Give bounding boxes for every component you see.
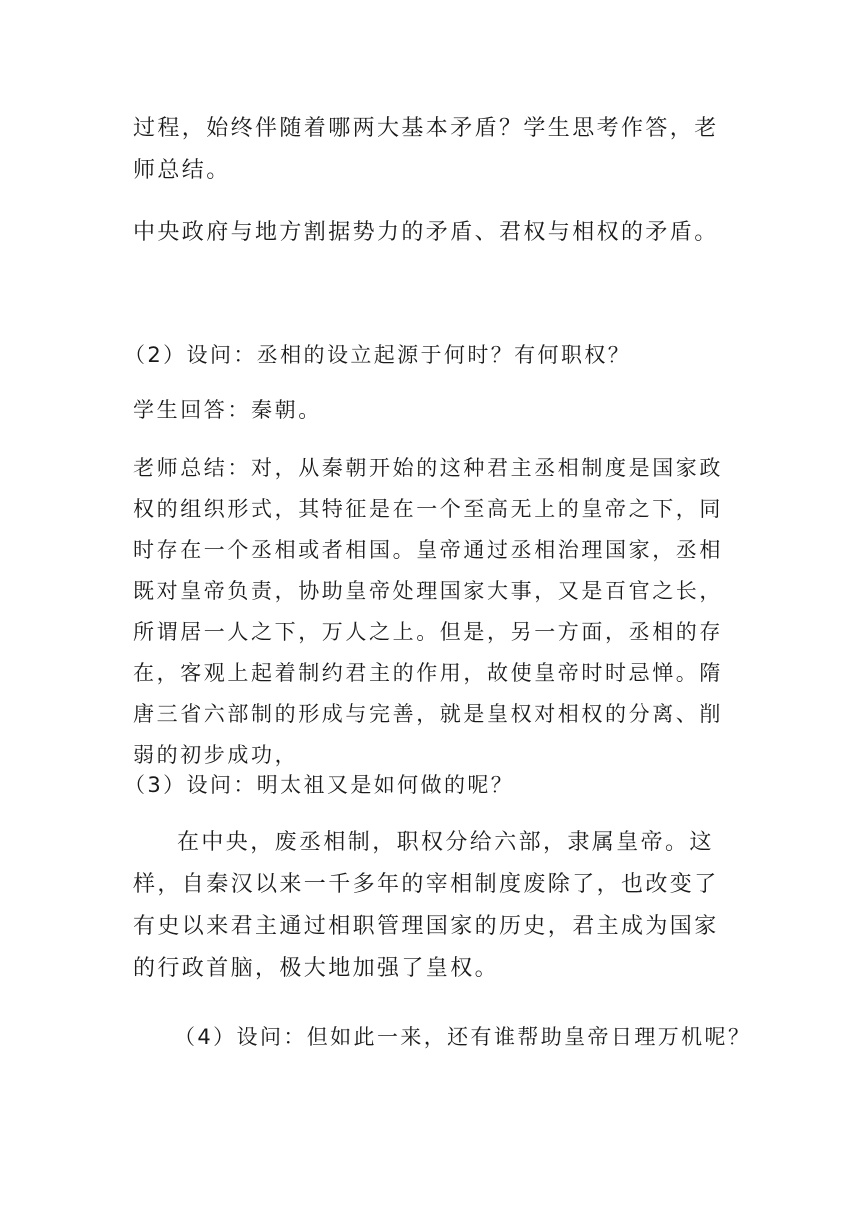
paragraph-teacher-question-summary: 过程，始终伴随着哪两大基本矛盾？学生思考作答，老师总结。 — [133, 116, 719, 183]
paragraph-question-4: （4）设问：但如此一来，还有谁帮助皇帝日理万机呢？ — [174, 1025, 752, 1049]
paragraph-student-answer: 学生回答：秦朝。 — [133, 398, 322, 422]
paragraph-teacher-conclusion: 老师总结：对，从秦朝开始的这种君主丞相制度是国家政权的组织形式，其特征是在一个至高无上的皇帝之下，同时存在一个丞相或者相国。皇帝通过丞相治理国家，丞相既对皇帝负责，协助皇帝处理国家大事，又是百官之长，所谓居一人之下，万人之上。但是，另一方面，丞相的存在，客观上起着制约君主的作用，故使皇帝时时忌惮。隋唐三省六部制的形成与完善，就是皇权对相权的分离、削弱的初步成功， — [133, 456, 723, 767]
paragraph-two-contradictions: 中央政府与地方割据势力的矛盾、君权与相权的矛盾。 — [133, 220, 719, 245]
paragraph-ming-reform: 在中央，废丞相制，职权分给六部，隶属皇帝。这样，自秦汉以来一千多年的宰相制度废除了，也改变了有史以来君主通过相职管理国家的历史，君主成为国家的行政首脑，极大地加强了皇权。 — [133, 830, 719, 981]
paragraph-question-3: （3）设问：明太祖又是如何做的呢？ — [124, 773, 515, 797]
paragraph-question-2: （2）设问：丞相的设立起源于何时？有何职权？ — [124, 343, 632, 367]
